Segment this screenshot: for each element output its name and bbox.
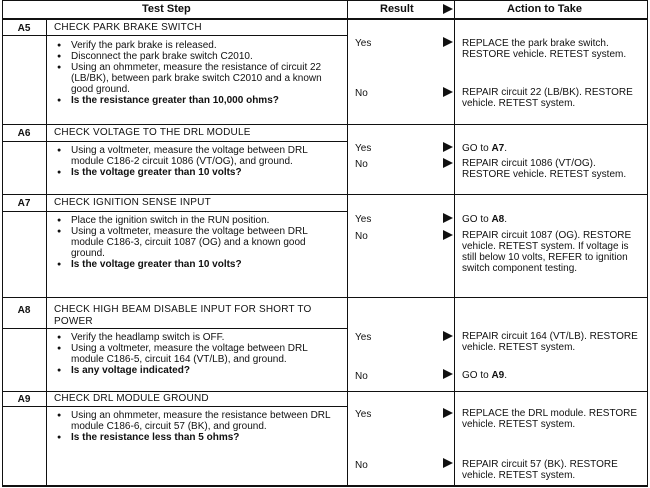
list-item: ● Using a voltmeter, measure the voltage between DRL module C186-3, circuit 1087 (OG) and a known good ground. [57, 226, 342, 259]
step-id: A6 [17, 128, 31, 139]
table-border-top [2, 0, 648, 1]
arrow-icon [443, 213, 453, 223]
action-yes: REPLACE the DRL module. RESTORE vehicle. RETEST system. [462, 408, 638, 430]
step-items [57, 40, 342, 106]
result-no: No [355, 231, 368, 242]
step-items [57, 215, 342, 270]
result-yes: Yes [355, 38, 372, 49]
arrow-icon [443, 87, 453, 97]
step-question: ● Is the voltage greater than 10 volts? [57, 259, 342, 270]
step-title: CHECK DRL MODULE GROUND [54, 393, 209, 404]
action-text: GO to [462, 370, 492, 381]
arrow-icon [443, 142, 453, 152]
result-yes: Yes [355, 214, 372, 225]
title-rule-a8 [2, 328, 348, 329]
action-text: . [504, 370, 508, 381]
row-divider-a7 [2, 297, 648, 298]
list-item: ● Using an ohmmeter, measure the resistance between DRL module C186-6, circuit 57 (BK), and ground. [57, 410, 342, 432]
action-yes: REPLACE the park brake switch. RESTORE vehicle. RETEST system. [462, 38, 627, 60]
action-no: REPAIR circuit 1087 (OG). RESTORE vehicle. RETEST system. If voltage is still below 10 volts, REFER to ignition switch component testing. [462, 230, 632, 274]
step-title: CHECK IGNITION SENSE INPUT [54, 197, 211, 208]
step-id: A8 [17, 305, 31, 316]
action-text: GO to [462, 214, 492, 225]
list-item: ● Disconnect the park brake switch C2010. [57, 51, 342, 62]
result-yes: Yes [355, 332, 372, 343]
step-items [57, 332, 342, 376]
arrow-icon [443, 37, 453, 47]
action-column-divider [454, 0, 455, 486]
step-question: ● Is any voltage indicated? [57, 365, 342, 376]
arrow-icon [443, 158, 453, 168]
action-text: GO to [462, 143, 492, 154]
action-no: REPAIR circuit 22 (LB/BK). RESTORE vehicle. RETEST system. [462, 87, 633, 109]
action-yes: REPAIR circuit 164 (VT/LB). RESTORE vehicle. RETEST system. [462, 331, 638, 353]
header-arrow-icon [443, 4, 453, 14]
action-no [462, 370, 644, 381]
id-column-divider [46, 19, 47, 486]
action-no: REPAIR circuit 57 (BK). RESTORE vehicle. RETEST system. [462, 459, 618, 481]
diagnostic-table [2, 0, 648, 488]
row-divider-a6 [2, 194, 648, 195]
result-no: No [355, 159, 368, 170]
arrow-icon [443, 458, 453, 468]
header-test-step: Test Step [142, 3, 191, 15]
list-item: ● Place the ignition switch in the RUN position. [57, 215, 342, 226]
result-column-divider [347, 0, 348, 486]
goto-step: A7 [491, 143, 505, 154]
step-question: ● Is the voltage greater than 10 volts? [57, 167, 342, 178]
row-divider-a8 [2, 391, 648, 392]
list-item: ● Verify the park brake is released. [57, 40, 342, 51]
step-title: CHECK VOLTAGE TO THE DRL MODULE [54, 127, 251, 138]
header-result: Result [380, 3, 414, 15]
list-item: ● Using an ohmmeter, measure the resistance of circuit 22 (LB/BK), between park brake switch C2010 and a known good ground. [57, 62, 342, 95]
title-rule-a6 [2, 141, 348, 142]
goto-step: A9 [491, 370, 505, 381]
action-yes [462, 214, 644, 225]
table-border-right [647, 0, 648, 486]
result-no: No [355, 88, 368, 99]
arrow-icon [443, 408, 453, 418]
row-divider-a5 [2, 124, 648, 125]
header-action: Action to Take [507, 3, 582, 15]
result-yes: Yes [355, 409, 372, 420]
step-title: CHECK HIGH BEAM DISABLE INPUT FOR SHORT TO POWER [54, 304, 312, 327]
step-title: CHECK PARK BRAKE SWITCH [54, 22, 202, 33]
table-border-left [2, 0, 3, 486]
action-no: REPAIR circuit 1086 (VT/OG). RESTORE vehicle. RETEST system. [462, 158, 627, 180]
result-yes: Yes [355, 143, 372, 154]
title-rule-a5 [2, 35, 348, 36]
step-items [57, 410, 342, 443]
arrow-icon [443, 369, 453, 379]
list-item: ● Verify the headlamp switch is OFF. [57, 332, 342, 343]
step-question: ● Is the resistance greater than 10,000 ohms? [57, 95, 342, 106]
list-item: ● Using a voltmeter, measure the voltage between DRL module C186-5, circuit 164 (VT/LB), and ground. [57, 343, 342, 365]
step-id: A7 [17, 198, 31, 209]
title-rule-a7 [2, 211, 348, 212]
table-border-bottom [2, 485, 648, 487]
step-id: A9 [17, 394, 31, 405]
action-text: . [504, 143, 508, 154]
step-id: A5 [17, 23, 31, 34]
goto-step: A8 [491, 214, 505, 225]
result-no: No [355, 371, 368, 382]
step-items [57, 145, 342, 178]
result-no: No [355, 460, 368, 471]
action-text: . [504, 214, 508, 225]
list-item: ● Using a voltmeter, measure the voltage between DRL module C186-2 circuit 1086 (VT/OG), and ground. [57, 145, 342, 167]
action-yes [462, 143, 644, 154]
arrow-icon [443, 230, 453, 240]
header-divider [2, 18, 648, 20]
title-rule-a9 [2, 406, 348, 407]
step-question: ● Is the resistance less than 5 ohms? [57, 432, 342, 443]
arrow-icon [443, 331, 453, 341]
